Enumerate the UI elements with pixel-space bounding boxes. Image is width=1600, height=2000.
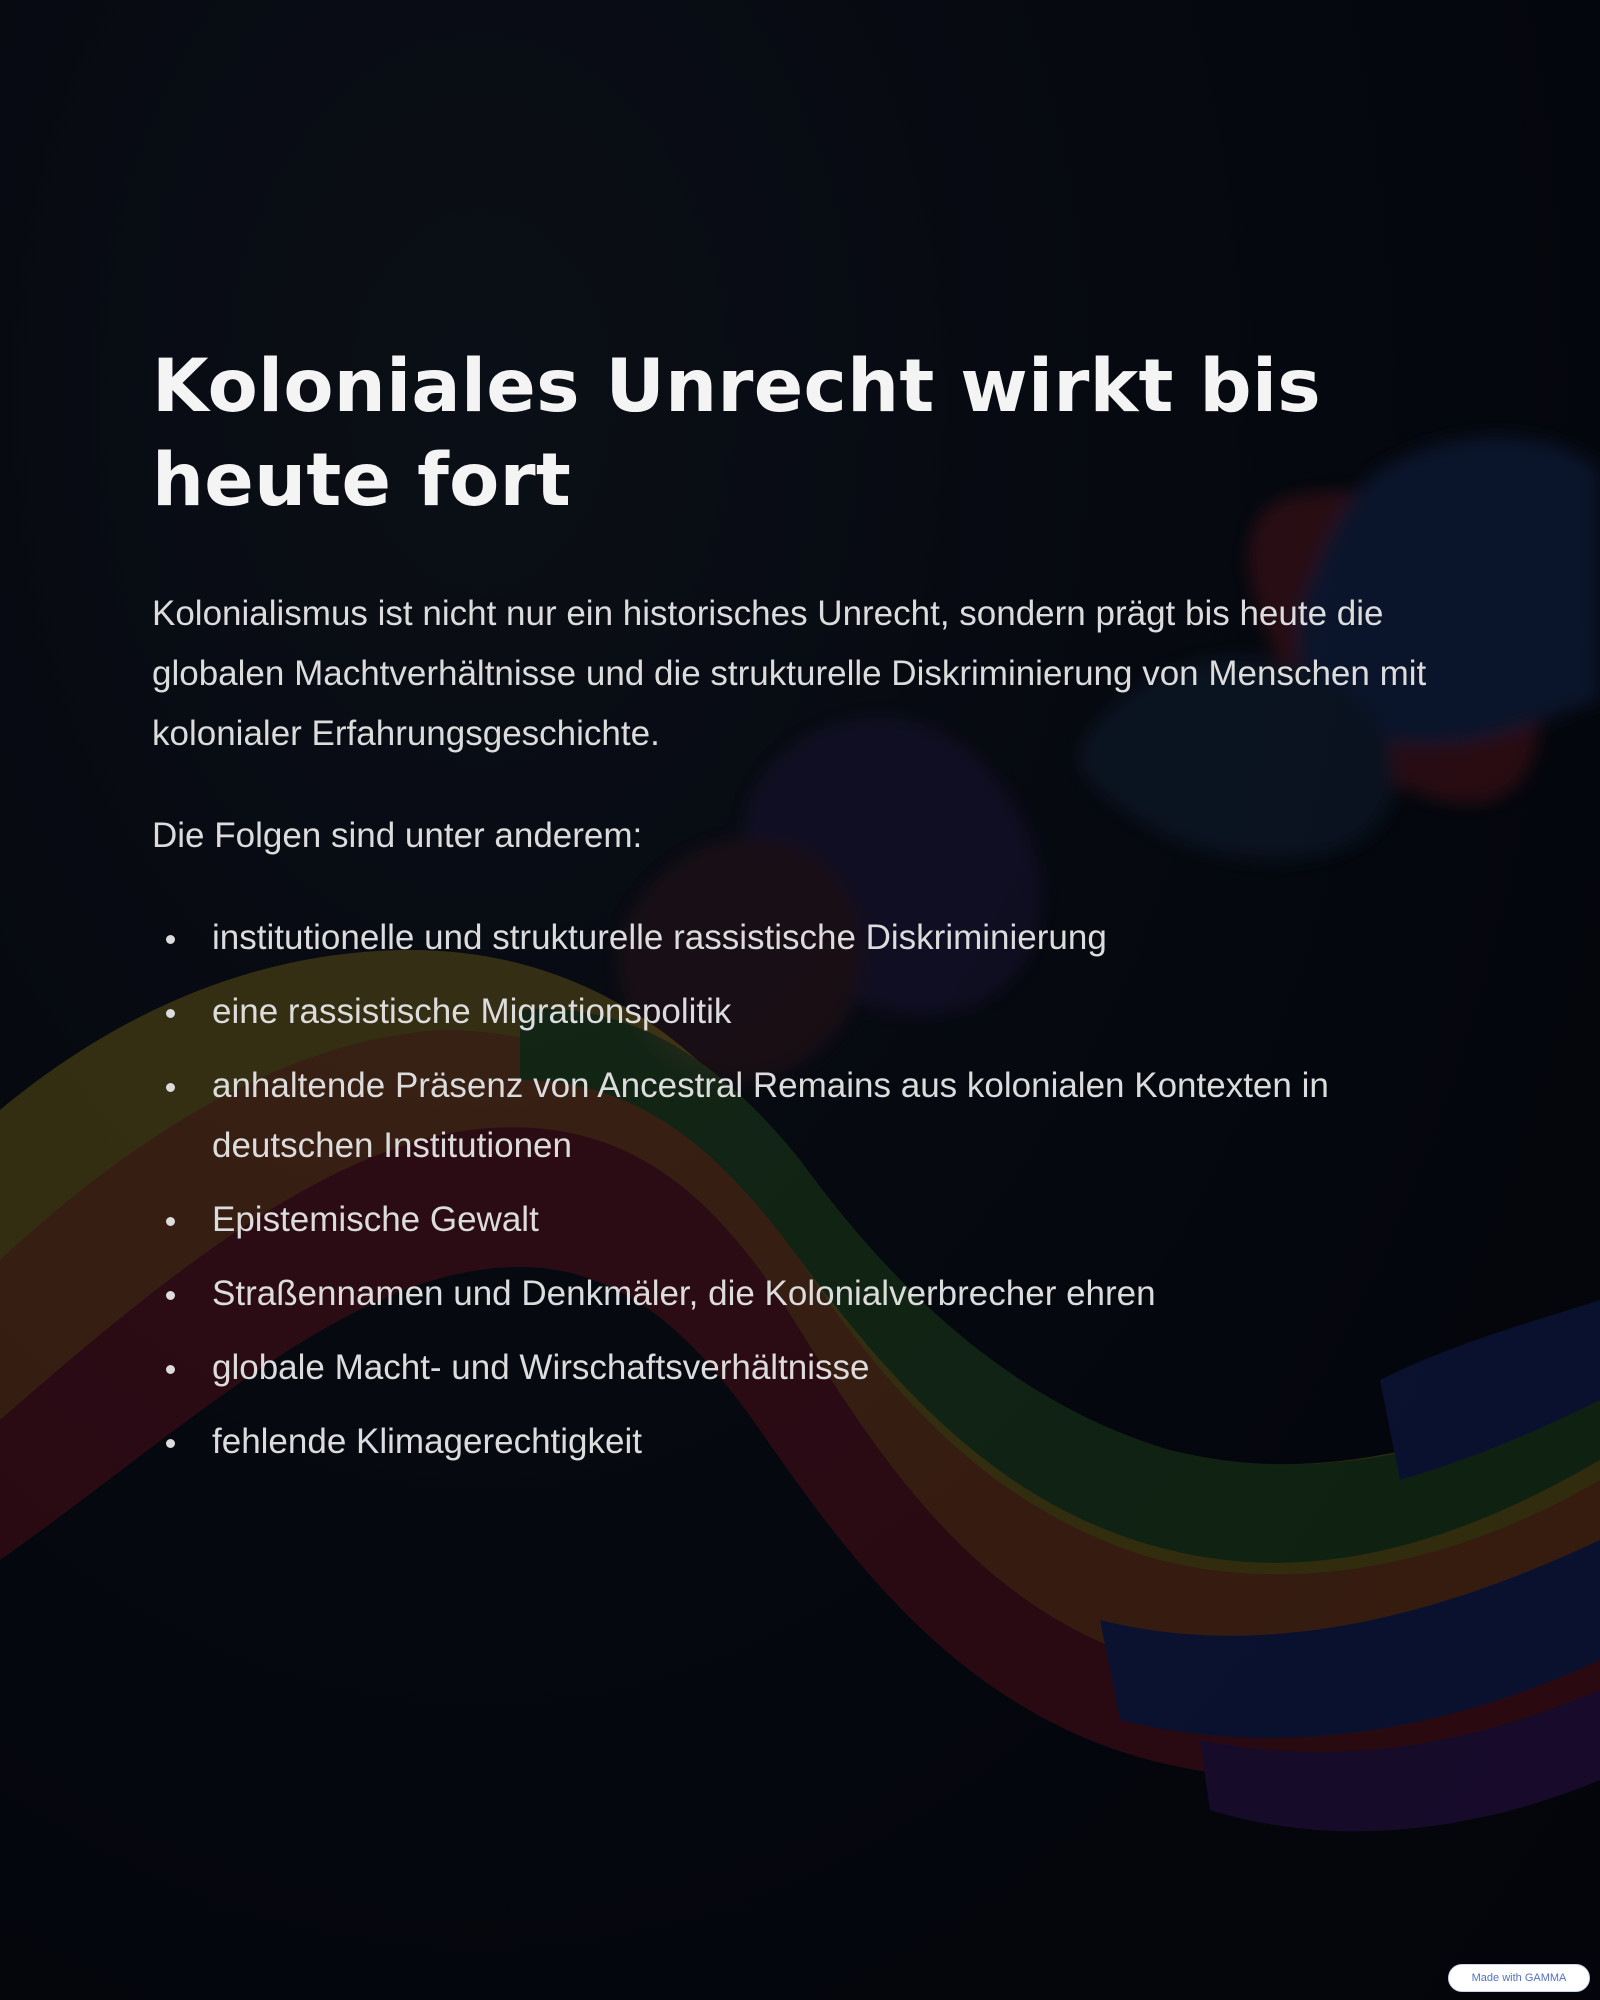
consequences-list <box>152 908 1442 1472</box>
list-item <box>152 1190 1442 1250</box>
intro-paragraph: Kolonialismus ist nicht nur ein historisches Unrecht, sondern prägt bis heute die globalen Machtverhältnisse und die strukturelle Diskriminierung von Menschen mit kolonialer Erfahrungsgeschichte. <box>152 594 1427 753</box>
bullet-icon <box>166 1439 175 1448</box>
bullet-icon <box>166 1217 175 1226</box>
bullet-icon <box>166 1291 175 1300</box>
bullet-icon <box>166 1083 175 1092</box>
list-item <box>152 982 1442 1042</box>
list-item <box>152 1412 1442 1472</box>
list-item-text: Epistemische Gewalt <box>212 1200 539 1239</box>
list-lead-text: Die Folgen sind unter anderem: <box>152 816 643 855</box>
list-item <box>152 1056 1442 1176</box>
made-with-gamma-badge[interactable] <box>1448 1964 1590 1992</box>
list-item-text: globale Macht- und Wirschaftsverhältnisse <box>212 1348 870 1387</box>
slide-title: Koloniales Unrecht wirkt bis heute fort <box>152 344 1322 523</box>
list-item <box>152 908 1442 968</box>
list-item-text: Straßennamen und Denkmäler, die Kolonialverbrecher ehren <box>212 1274 1156 1313</box>
bullet-icon <box>166 1009 175 1018</box>
list-item-text: institutionelle und strukturelle rassistische Diskriminierung <box>212 918 1107 957</box>
list-item <box>152 1338 1442 1398</box>
list-item-text: fehlende Klimagerechtigkeit <box>212 1422 642 1461</box>
bullet-icon <box>166 1365 175 1374</box>
list-item-text: eine rassistische Migrationspolitik <box>212 992 732 1031</box>
badge-label: Made with GAMMA <box>1471 1972 1567 1984</box>
list-item <box>152 1264 1442 1324</box>
list-item-text: anhaltende Präsenz von Ancestral Remains aus kolonialen Kontexten in deutschen Institutionen <box>212 1066 1329 1165</box>
slide-content <box>152 340 1442 1486</box>
bullet-icon <box>166 935 175 944</box>
